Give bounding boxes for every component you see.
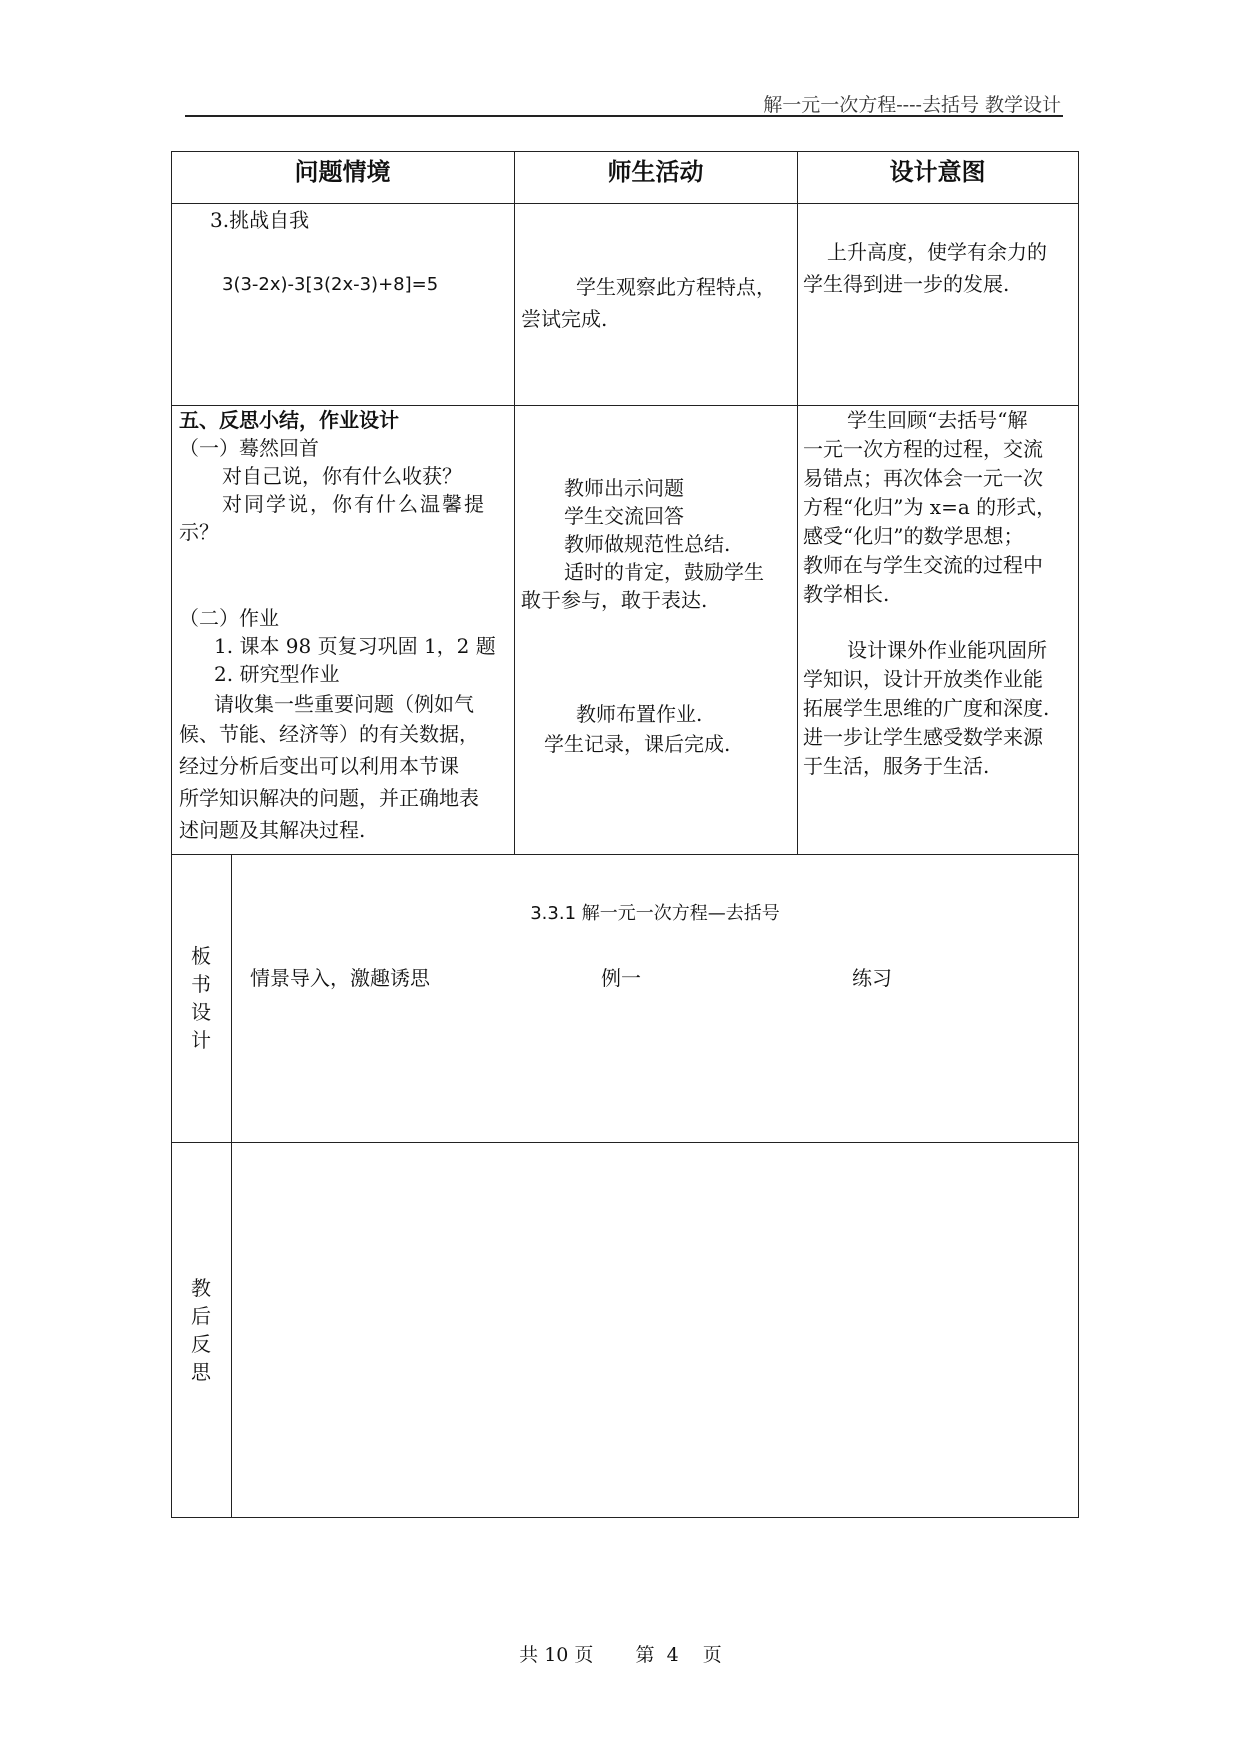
homework-item-2: 2. 研究型作业 [214,662,340,686]
intent-line: 进一步让学生感受数学来源 [803,725,1043,749]
activity-line: 教师布置作业. [576,702,703,726]
table-label-divider [231,854,232,1518]
table-board-divider [171,1142,1079,1143]
table-border-bottom [171,1517,1079,1518]
intent-line: 感受“化归”的数学思想； [803,524,1024,548]
table-header-divider [171,203,1079,204]
challenge-equation: 3(3-2x)-3[3(2x-3)+8]=5 [222,274,439,295]
board-item-practice: 练习 [852,966,892,990]
intent-line: 教师在与学生交流的过程中 [803,553,1043,577]
board-item-intro: 情景导入，激趣诱思 [250,966,430,990]
homework-desc: 经过分析后变出可以利用本节课 [179,754,459,778]
activity-line: 教师做规范性总结. [564,532,731,556]
intent-line: 教学相长. [803,582,890,606]
intent-line: 于生活，服务于生活. [803,754,990,778]
reflection-line: 示？ [179,520,219,544]
reflection-line: 对自己说，你有什么收获？ [222,464,462,488]
intent-line: 易错点；再次体会一元一次 [803,466,1043,490]
page-footer [0,1640,1241,1667]
homework-desc: 候、节能、经济等）的有关数据， [179,722,479,746]
intent-line: 设计课外作业能巩固所 [847,638,1047,662]
row1-activity-line-2: 尝试完成. [521,307,608,331]
page-number: 第 4 页 [635,1644,722,1666]
homework-desc: 所学知识解决的问题，并正确地表 [179,786,479,810]
table-border-right [1078,151,1079,1518]
reflection-label: 教 后 反 思 [191,1276,211,1384]
row1-intent-line-2: 学生得到进一步的发展. [803,272,1010,296]
board-design-label: 板 书 设 计 [191,944,211,1052]
intent-line: 方程“化归”为 x=a 的形式， [803,495,1057,519]
activity-line: 学生记录，课后完成. [544,732,731,756]
header-problem-situation: 问题情境 [294,158,391,186]
intent-line: 学生回顾“去括号“解 [847,408,1028,432]
page-total: 共 10 页 [519,1644,594,1666]
homework-desc: 述问题及其解决过程. [179,818,366,842]
activity-line: 教师出示问题 [564,476,684,500]
board-item-example: 例一 [601,966,641,990]
reflection-line: （一）蓦然回首 [179,436,319,460]
challenge-title: 3.挑战自我 [210,208,310,232]
header-title: 解一元一次方程----去括号 教学设计 [763,94,1061,116]
activity-line: 学生交流回答 [564,504,684,528]
activity-line: 适时的肯定，鼓励学生 [564,560,764,584]
header-teacher-student-activity: 师生活动 [607,158,704,186]
table-col-divider-2 [797,151,798,855]
board-title: 3.3.1 解一元一次方程—去括号 [530,903,780,924]
table-border-left [171,151,172,1518]
homework-desc: 请收集一些重要问题（例如气 [214,692,474,716]
header-design-intent: 设计意图 [889,158,986,186]
activity-line: 敢于参与，敢于表达. [521,588,708,612]
intent-line: 一元一次方程的过程，交流 [803,437,1043,461]
intent-line: 拓展学生思维的广度和深度. [803,696,1050,720]
table-row2-divider [171,854,1079,855]
header-rule [185,115,1063,117]
table-col-divider-1 [514,151,515,855]
intent-line: 学知识，设计开放类作业能 [803,667,1043,691]
reflection-line: 对同学说，你有什么温馨提 [222,492,486,516]
row1-intent-line-1: 上升高度，使学有余力的 [827,240,1047,264]
homework-title: （二）作业 [179,606,279,630]
section-title-reflection: 五、反思小结，作业设计 [179,408,399,432]
homework-item-1: 1. 课本 98 页复习巩固 1，2 题 [214,634,496,658]
row1-activity-line-1: 学生观察此方程特点， [576,275,776,299]
